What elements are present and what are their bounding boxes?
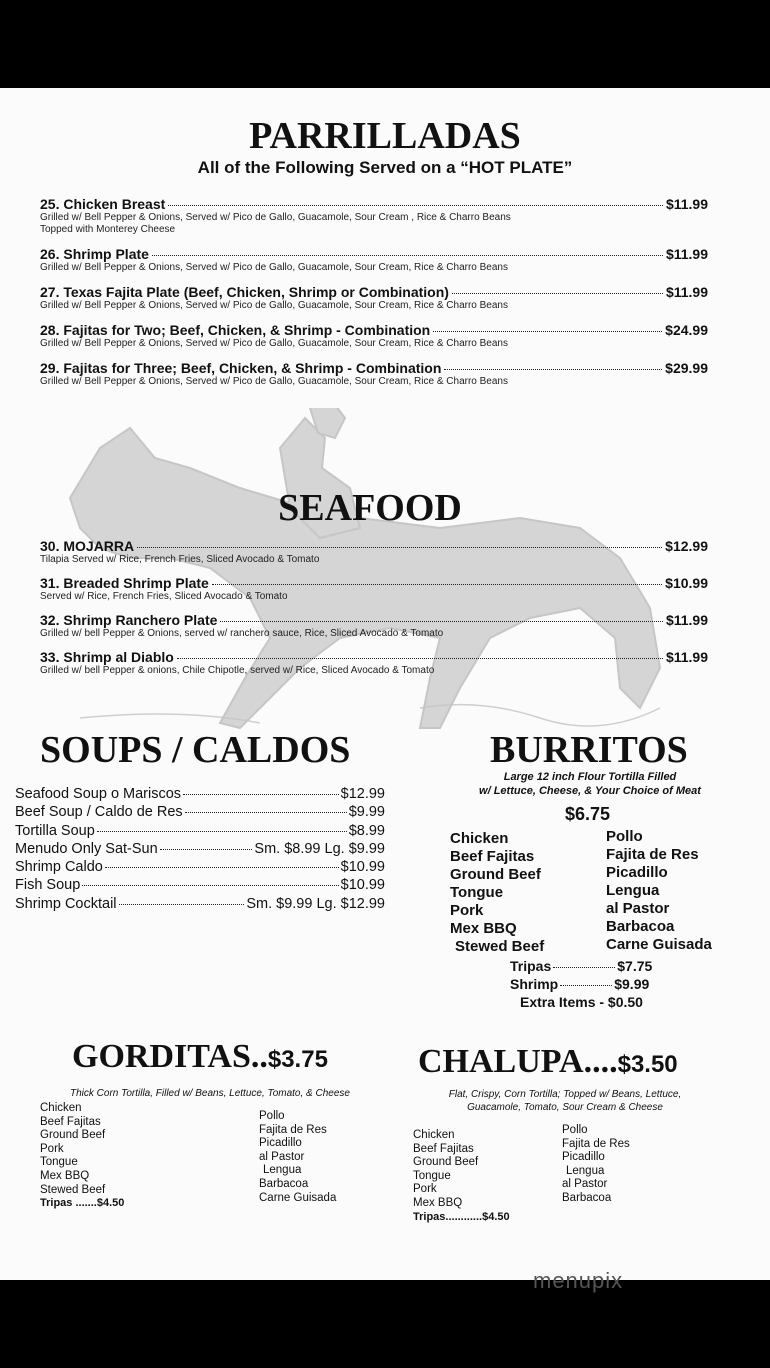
item-description: Grilled w/ Bell Pepper & Onions, Served w/ Pico de Gallo, Guacamole, Sour Cream, Rice & Charro Beans [40,338,508,349]
item-name: 30. MOJARRA [40,538,135,554]
menu-item [40,649,708,677]
list-item: Tripas............$4.50 [413,1210,510,1223]
item-price: $7.75 [617,958,653,974]
item-price: $10.99 [665,575,708,591]
item-price: $11.99 [665,612,708,628]
item-name: 25. Chicken Breast [40,196,166,212]
list-item: Pork [40,1142,64,1155]
list-item: al Pastor [562,1178,608,1191]
list-item: Barbacoa [259,1177,309,1190]
item-price: $9.99 [614,976,650,992]
list-item [15,896,385,914]
gorditas-spanish-list [259,1110,336,1205]
list-item: Tongue [413,1169,451,1182]
list-item: Chicken [450,830,509,847]
seafood-heading: SEAFOOD [278,487,462,529]
subtitle-line: w/ Lettuce, Cheese, & Your Choice of Meat [479,785,701,797]
parrilladas-heading: PARRILLADAS [249,115,521,157]
list-item: Mex BBQ [413,1196,463,1209]
item-name: Shrimp [510,976,559,992]
burritos-shrimp [510,976,649,992]
item-name: 27. Texas Fajita Plate (Beef, Chicken, Shrimp or Combination) [40,284,449,300]
list-item: Lengua [263,1164,302,1177]
chalupa-title: CHALUPA.... [418,1043,618,1080]
list-item: Stewed Beef [455,938,545,955]
subtitle-line: Flat, Crispy, Corn Tortilla; Topped w/ Beans, Lettuce, [448,1089,682,1100]
menu-item [40,284,708,312]
item-price: $10.99 [340,859,385,876]
gorditas-heading [72,1038,328,1076]
menu-item [40,612,708,640]
list-item: Mex BBQ [450,920,517,937]
burritos-subtitle [440,770,740,798]
item-price: $24.99 [665,322,708,338]
item-description: Grilled w/ Bell Pepper & Onions, Served w/ Pico de Gallo, Guacamole, Sour Cream, Rice & Charro Beans [40,376,508,387]
gorditas-english-list [40,1102,124,1211]
list-item: Beef Fajitas [413,1142,474,1155]
list-item [15,804,385,822]
list-item: Mex BBQ [40,1169,90,1182]
parrilladas-subtitle: All of the Following Served on a “HOT PLATE” [197,158,573,177]
gorditas-subtitle: Thick Corn Tortilla, Filled w/ Beans, Lettuce, Tomato, & Cheese [70,1088,350,1099]
item-description: Served w/ Rice, French Fries, Sliced Avocado & Tomato [40,591,288,602]
list-item: Barbacoa [606,918,675,935]
item-name: Tripas [510,958,552,974]
list-item: Lengua [606,882,660,899]
item-name: Shrimp Caldo [15,859,103,876]
item-name: 32. Shrimp Ranchero Plate [40,612,218,628]
gorditas-price: $3.75 [267,1046,328,1073]
item-price: $11.99 [665,649,708,665]
list-item: Picadillo [562,1151,605,1164]
item-description: Tilapia Served w/ Rice, French Fries, Sliced Avocado & Tomato [40,554,320,565]
burritos-price: $6.75 [565,804,611,824]
burritos-tripas [510,958,652,974]
menu-item [40,538,708,566]
list-item: Lengua [566,1164,605,1177]
item-description: Grilled w/ Bell Pepper & Onions, Served w/ Pico de Gallo, Guacamole, Sour Cream, Rice & Charro Beans [40,262,508,273]
list-item [15,877,385,895]
item-price: $12.99 [665,538,708,554]
list-item: Tripas .......$4.50 [40,1197,125,1210]
chalupa-heading [418,1043,678,1081]
item-name: 29. Fajitas for Three; Beef, Chicken, & Shrimp - Combination [40,360,442,376]
list-item [15,786,385,804]
list-item: al Pastor [606,900,670,917]
item-price: $9.99 [348,804,385,821]
subtitle-line: Large 12 inch Flour Tortilla Filled [503,771,677,783]
gorditas-title: GORDITAS.. [72,1038,268,1075]
list-item: Pollo [259,1110,285,1122]
menu-item [40,246,708,274]
soups-heading: SOUPS / CALDOS [40,729,351,771]
list-item: Fajita de Res [606,846,699,863]
item-name: Seafood Soup o Mariscos [15,786,182,802]
item-price: $11.99 [665,196,708,212]
burritos-english-list [450,830,544,956]
list-item: Stewed Beef [40,1183,106,1196]
menu-page [0,88,770,1280]
item-price: $8.99 [348,822,385,839]
list-item: Carne Guisada [259,1191,337,1204]
menu-item [40,196,708,236]
item-name: 33. Shrimp al Diablo [40,649,174,665]
list-item: Beef Fajitas [450,848,535,865]
item-price: $11.99 [665,246,708,262]
list-item: Pollo [606,828,643,845]
list-item: al Pastor [259,1150,305,1163]
list-item: Pork [450,902,484,919]
burritos-heading: BURRITOS [490,729,688,771]
menu-item [40,575,708,603]
horse-rider-illustration [60,408,700,738]
item-name: Fish Soup [15,877,81,894]
item-price: $11.99 [665,284,708,300]
item-description: Grilled w/ bell Pepper & Onions, served w/ ranchero sauce, Rice, Sliced Avocado & Tomato [40,628,444,639]
item-price: $29.99 [665,360,708,376]
item-description: Grilled w/ bell Pepper & onions, Chile Chipotle, served w/ Rice, Sliced Avocado & Tomato [40,665,435,676]
list-item [15,823,385,841]
list-item: Ground Beef [40,1129,106,1142]
list-item: Tongue [40,1156,78,1169]
burritos-spanish-list [606,828,712,954]
soups-list [15,786,385,914]
chalupa-price: $3.50 [617,1051,678,1078]
chalupa-spanish-list [562,1124,630,1206]
menu-item [40,322,708,350]
list-item: Chicken [413,1129,455,1141]
list-item: Beef Fajitas [40,1115,101,1128]
list-item [15,859,385,877]
item-name: Tortilla Soup [15,822,95,839]
item-description: Topped with Monterey Cheese [40,224,176,235]
item-name: 28. Fajitas for Two; Beef, Chicken, & Shrimp - Combination [40,322,431,338]
list-item: Pork [413,1183,437,1196]
list-item: Pollo [562,1124,588,1136]
list-item: Tongue [450,884,504,901]
item-price: $10.99 [340,877,385,894]
list-item: Ground Beef [413,1156,479,1169]
list-item [15,841,385,859]
menu-item [40,360,708,388]
list-item: Fajita de Res [562,1137,630,1150]
list-item: Picadillo [259,1137,302,1150]
subtitle-line: Guacamole, Tomato, Sour Cream & Cheese [467,1102,663,1113]
burritos-extra-items: Extra Items - $0.50 [520,994,643,1010]
menupix-watermark: menupix [533,1268,624,1293]
list-item: Chicken [40,1102,82,1114]
chalupa-english-list [413,1129,510,1224]
item-price: Sm. $9.99 Lg. $12.99 [246,895,385,912]
item-name: Menudo Only Sat-Sun [15,840,158,857]
list-item: Barbacoa [562,1191,612,1204]
item-price: Sm. $8.99 Lg. $9.99 [254,840,385,857]
item-name: Shrimp Cocktail [15,895,117,912]
item-name: 31. Breaded Shrimp Plate [40,575,209,591]
item-name: Beef Soup / Caldo de Res [15,804,183,821]
list-item: Picadillo [606,864,668,881]
list-item: Carne Guisada [606,936,712,953]
item-name: 26. Shrimp Plate [40,246,149,262]
list-item: Ground Beef [450,866,541,883]
item-description: Grilled w/ Bell Pepper & Onions, Served w/ Pico de Gallo, Guacamole, Sour Cream , Rice & Charro Beans [40,212,511,223]
chalupa-subtitle [420,1088,710,1114]
item-description: Grilled w/ Bell Pepper & Onions, Served w/ Pico de Gallo, Guacamole, Sour Cream, Rice & Charro Beans [40,300,508,311]
item-price: $12.99 [340,786,385,802]
list-item: Fajita de Res [259,1123,327,1136]
